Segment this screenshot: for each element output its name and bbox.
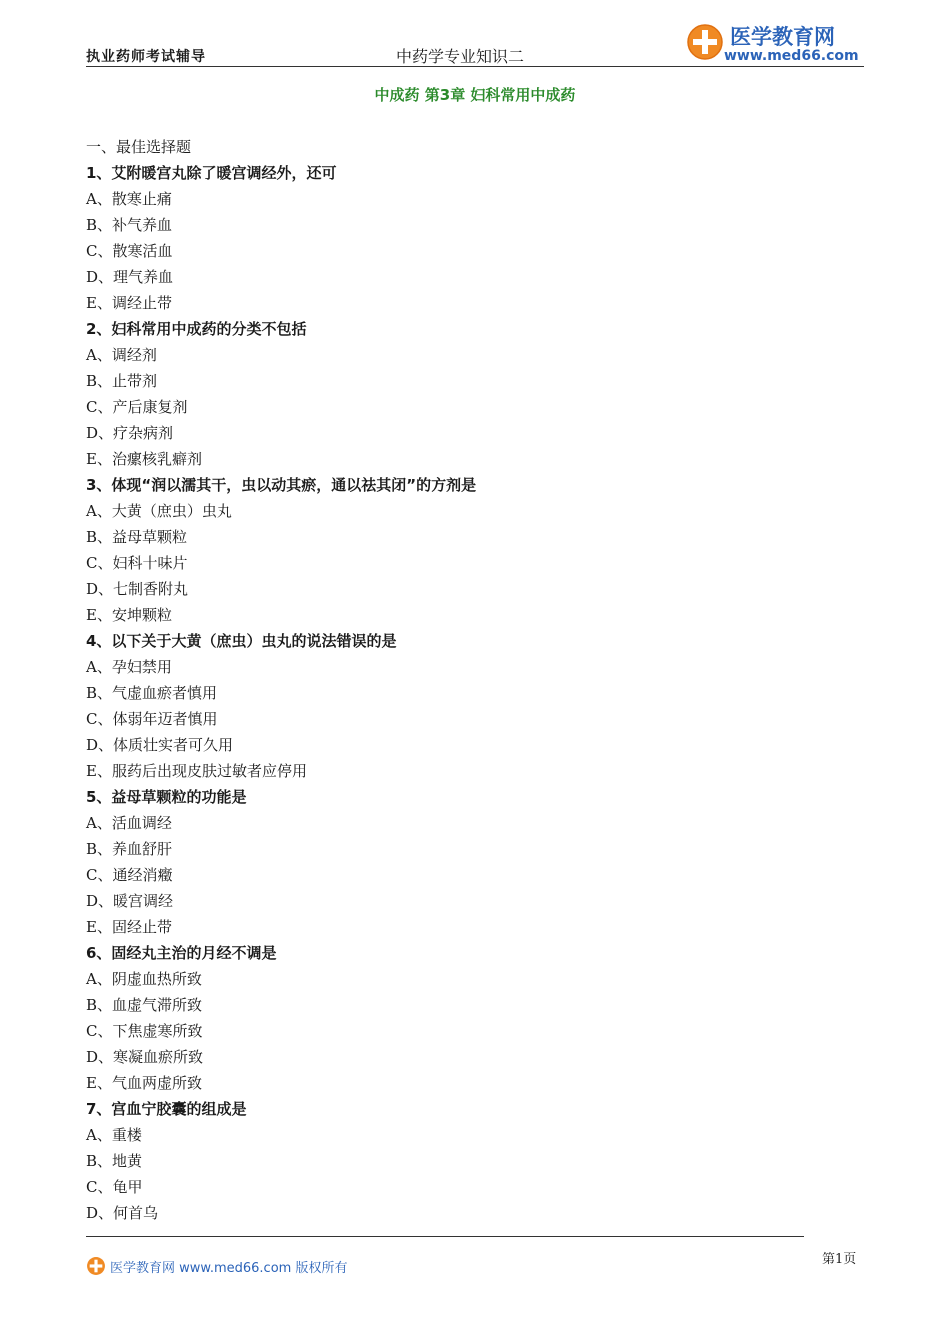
answer-option[interactable]: A、活血调经	[86, 814, 172, 832]
answer-option[interactable]: A、调经剂	[86, 346, 157, 364]
answer-option[interactable]: B、止带剂	[86, 372, 158, 390]
question-text: 3、体现“润以濡其干，虫以动其瘀，通以祛其闭”的方剂是	[86, 476, 477, 494]
answer-option[interactable]: C、通经消癥	[86, 866, 173, 884]
answer-option[interactable]: E、服药后出现皮肤过敏者应停用	[86, 762, 307, 780]
question-text: 2、妇科常用中成药的分类不包括	[86, 320, 307, 338]
answer-option[interactable]: C、下焦虚寒所致	[86, 1022, 203, 1040]
answer-option[interactable]: A、阴虚血热所致	[86, 970, 202, 988]
footer-divider	[86, 1236, 804, 1237]
page-number: 第1页	[822, 1252, 857, 1267]
answer-option[interactable]: E、固经止带	[86, 918, 172, 936]
answer-option[interactable]: D、暖宫调经	[86, 892, 174, 910]
med66-cross-logo-icon	[686, 23, 724, 61]
header-subject: 中药学专业知识二	[396, 47, 525, 66]
header-left-title: 执业药师考试辅导	[86, 49, 206, 65]
questions-container	[86, 160, 846, 1226]
answer-option[interactable]: B、益母草颗粒	[86, 528, 188, 546]
answer-option[interactable]: D、寒凝血瘀所致	[86, 1048, 204, 1066]
answer-option[interactable]: E、治瘰核乳癖剂	[86, 450, 202, 468]
answer-option[interactable]: A、孕妇禁用	[86, 658, 172, 676]
question-text: 1、艾附暖宫丸除了暖宫调经外，还可	[86, 164, 337, 182]
answer-option[interactable]: A、散寒止痛	[86, 190, 172, 208]
footer-copyright-text: 医学教育网 www.med66.com 版权所有	[110, 1260, 348, 1276]
med66-cross-logo-icon	[86, 1256, 106, 1276]
answer-option[interactable]: C、体弱年迈者慎用	[86, 710, 218, 728]
section-title: 一、最佳选择题	[86, 138, 192, 156]
logo-site-url: www.med66.com	[724, 48, 859, 64]
answer-option[interactable]: D、七制香附丸	[86, 580, 189, 598]
answer-option[interactable]: C、妇科十味片	[86, 554, 188, 572]
question-text: 6、固经丸主治的月经不调是	[86, 944, 277, 962]
question-list	[86, 134, 846, 1226]
question-text: 7、宫血宁胶囊的组成是	[86, 1100, 247, 1118]
answer-option[interactable]: E、调经止带	[86, 294, 172, 312]
answer-option[interactable]: B、补气养血	[86, 216, 173, 234]
answer-option[interactable]: D、理气养血	[86, 268, 174, 286]
answer-option[interactable]: D、体质壮实者可久用	[86, 736, 234, 754]
question-text: 4、以下关于大黄（庶虫）虫丸的说法错误的是	[86, 632, 397, 650]
answer-option[interactable]: B、养血舒肝	[86, 840, 173, 858]
logo-site-name: 医学教育网	[730, 25, 835, 49]
chapter-title: 中成药 第3章 妇科常用中成药	[374, 86, 576, 104]
answer-option[interactable]: C、产后康复剂	[86, 398, 188, 416]
answer-option[interactable]: A、重楼	[86, 1126, 142, 1144]
site-logo[interactable]	[684, 20, 862, 66]
answer-option[interactable]: B、地黄	[86, 1152, 143, 1170]
footer-copyright	[86, 1256, 347, 1276]
question-text: 5、益母草颗粒的功能是	[86, 788, 247, 806]
answer-option[interactable]: C、散寒活血	[86, 242, 173, 260]
answer-option[interactable]: E、气血两虚所致	[86, 1074, 202, 1092]
answer-option[interactable]: A、大黄（庶虫）虫丸	[86, 502, 232, 520]
answer-option[interactable]: B、血虚气滞所致	[86, 996, 203, 1014]
page-header	[86, 20, 864, 67]
answer-option[interactable]: D、疗杂病剂	[86, 424, 174, 442]
answer-option[interactable]: B、气虚血瘀者慎用	[86, 684, 218, 702]
answer-option[interactable]: E、安坤颗粒	[86, 606, 172, 624]
answer-option[interactable]: C、龟甲	[86, 1178, 143, 1196]
answer-option[interactable]: D、何首乌	[86, 1204, 159, 1222]
